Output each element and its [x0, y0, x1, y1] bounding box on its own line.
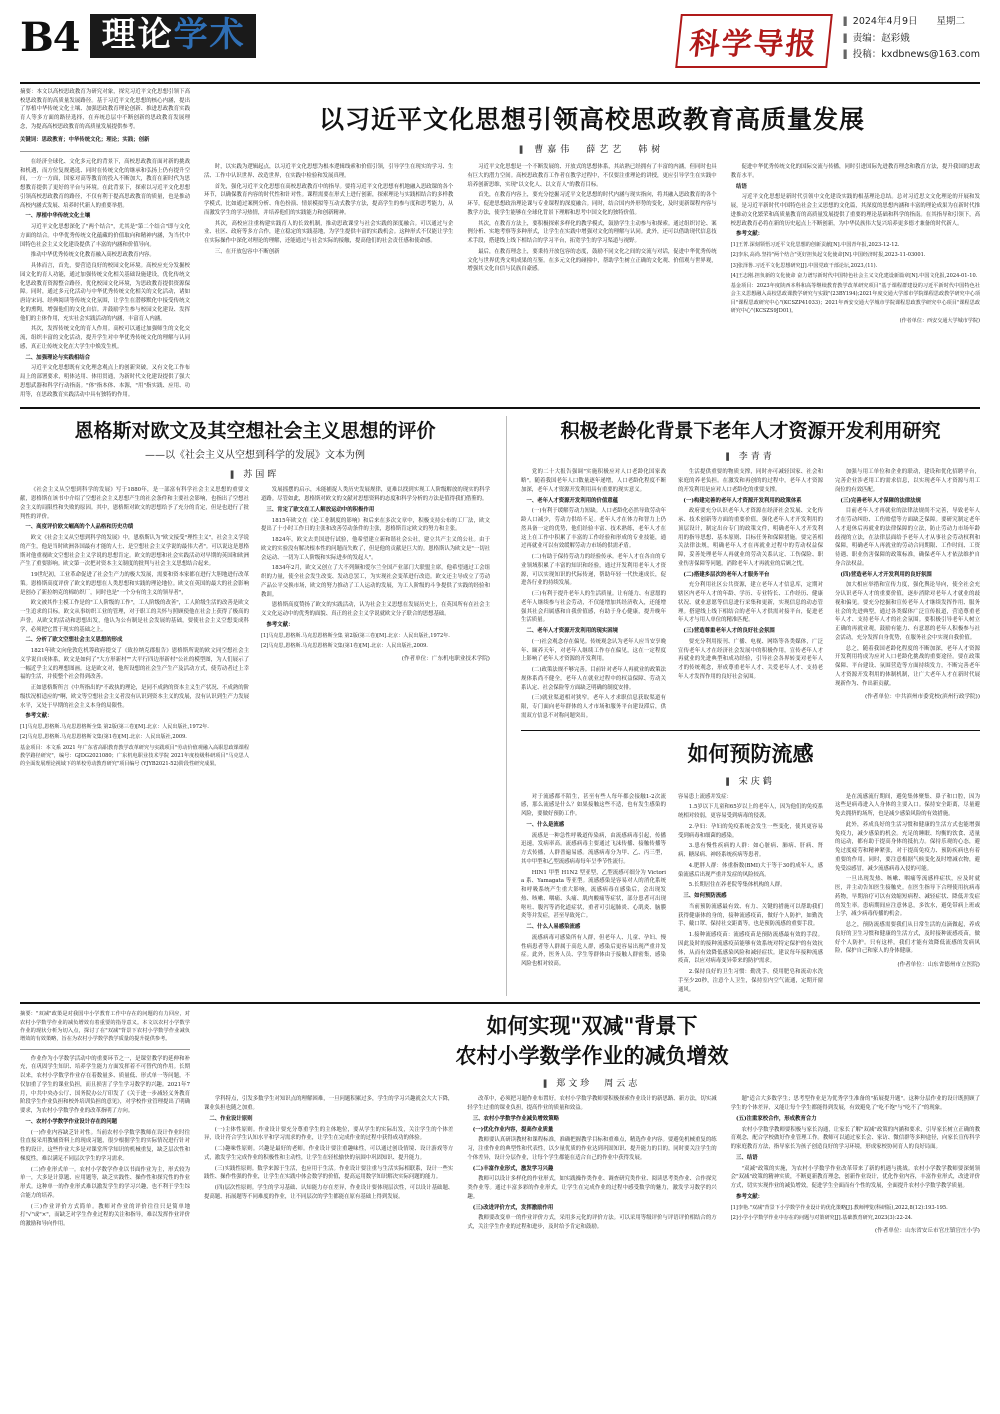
lead-c2-p3: 三、在开放包容中不断创新	[214, 248, 280, 255]
aging-col-3	[835, 468, 980, 722]
engels-c1-p6: 1821年欧文向伦敦危机筹政府提交了《致拉纳克郡报告》恩格斯所说的欧文同空想社会主义学说自成体系，欧文是如何了"大方形新村""大平行四边形新村"公社的模型图，为人们展示了一幅近乎主义的理想图画。这是欧文对，他所设想的社会生产生产及活动方式，使劳动者过上幸福的生活，并使整个社会得到改善。	[20, 648, 249, 681]
aging-flu-divider	[521, 730, 980, 731]
aging-c1-p2: (一)有利于缓解劳动力短缺。人口老龄化必然导致劳动年龄人口减少，劳动力供给不足。老年人才在体力和智力上仍然具备一定的优势，他们经验丰富、技术熟练，老年人才在这上在工作中积累了丰富的工作经验和形成的专业技能，通过再就业可以有效缓解劳动力市场的供需矛盾。	[521, 508, 666, 550]
lead-c3-p3: 最后，在教育理念上，要秉持开放包容的态度，鼓励不同文化之间的交流与对话，促进中华优秀传统文化与世界优秀文明成果的互鉴。在多元文化的碰撞中，帮助学生树立正确的文化观、价值观与世界观，增强其文化自信与民族自豪感。	[467, 248, 717, 273]
sj-c3-h4: (二)丰富作业形式，激发学习兴趣	[472, 1165, 554, 1172]
sj-title-line1: 如何实现"双减"背景下	[486, 1013, 698, 1039]
flu-c1-p3: HIN1 甲型 H1N2 型亚型，乙型流感可细分为 Victoria 系、Yamagata 等亚型。流感感染是容易对人的消化系统和呼吸系统产生重大影响，流感病毒在感染后，会出现发热、咳嗽、咽痛、头痛、肌肉酸痛等症状，部分患者可出现呕吐、腹泻等消化道症状，重者可引起肺炎、心肌炎、脑膜炎等并发症，甚至导致死亡。	[521, 869, 666, 920]
lead-c3-h5: 结语	[736, 183, 747, 190]
section-char-1: 论	[137, 15, 172, 55]
engels-author: ▌ 苏国晖	[20, 467, 490, 480]
aging-c3-h3: (四)营造老年人才开发利用的良好氛围	[840, 571, 932, 578]
flu-col-2	[678, 793, 823, 997]
editor-credit: ▌ 责编：赵彩娥	[844, 31, 980, 48]
issue-date: ▌ 2024年4月9日 星期二	[844, 14, 980, 31]
aging-c3-p4: 加大相应举措和宣传力度，强化舆论导向，使全社会充分认识老年人才的重要价值，逐步消除对老年人才就业的歧视和偏见。要充分挖掘和宣传老年人才继续发挥作用、服务社会的先进典型，通过各类媒体广泛宣传报道，营造尊重老年人才、支持老年人才的社会氛围。要积极引导老年人树立正确的再就业观，鼓励有能力、有意愿的老年人积极参与社会活动，充分发挥自身优势，在服务社会中实现自我价值。	[835, 582, 980, 641]
flu-c1-h1: 一、什么是流感	[526, 821, 565, 828]
flu-c3-p2: 一旦出现发热、咳嗽、咽痛等流感样症状，应及时就医，并主动告知医生接触史。在医生指导下合理使用抗病毒药物，早期治疗可以有效缩短病程、减轻症状、降低并发症的发生率。患病期间应注意休息，多饮水，避免带病上班或上学，减少病毒传播的机会。	[835, 876, 980, 918]
engels-c2-p4: 1834年2月，欧文又创立了大不列颠和爱尔兰全国产业部门大联盟主席，他希望通过工会组织的力量，使全社会发生改变、发动总罢工，为实现社会变革进行改造。欧文还主导成立了劳动产品公平交换市场，欧文的努力推动了工人运动的发展，为工人阶级的斗争提供了实践的经验和教训。	[261, 565, 490, 598]
engels-affiliation: (作者单位：广东机电职业技术学院)	[401, 656, 490, 663]
lead-c1-p3: 推动中华优秀传统文化教育融入高校思政教育内容。	[30, 252, 155, 259]
engels-c2-ref0: [1]马克思,恩格斯.马克思恩格斯全集 第2版(第三卷)[M].北京：人民出版社,1972年.	[261, 632, 450, 639]
sj-c4-h3: 三、结语	[736, 1154, 758, 1161]
paper-name: 科学导报	[675, 14, 833, 68]
flu-c2-p3: 3.患有慢性疾病的人群：如心脏病、肺病、肝病、肾病、糖尿病、神经系统疾病等患者。	[678, 843, 823, 859]
flu-affiliation: (作者单位：山东省德州市立医院)	[897, 962, 980, 969]
engels-subtitle: ——以《社会主义从空想到科学的发展》文本为例	[145, 450, 365, 462]
aging-c1-p6: (一)社会观念存在偏见。传统观念认为老年人应当安享晚年、颐养天年，对老年人继续工作存在偏见，这在一定程度上影响了老年人才资源的开发利用。	[521, 638, 666, 663]
engels-c1-h1: 一、高度评价欧文崛高的个人品格和历史功绩	[25, 524, 134, 531]
aging-c1-p3: (二)有助于保持劳动力的经验传承。老年人才在各自的专业领域积累了丰富的知识和经验，通过开发利用老年人才资源，可以实现知识的代际传递，帮助年轻一代快速成长，促进各行业的持续发展。	[521, 554, 666, 587]
row-two-bottom-rule	[20, 1002, 980, 1004]
lead-c1-p4: 具体而言，首先，要营造良好的校园文化环境。高校应充分发掘校园文化的育人功能，通过加强传统文化相关基础设施建设，优化传统文化思政教育资源整合路径，优化校园文化环境，为思政教育提供资源保障。同时，通过多元化活动与中华优秀传统文化相关的文化活动，诸如唐诗宋词、经典阅读等传统文化氛围，让学生在潜移默化中接受传统文化的熏陶，增强他们的文化自信。并鼓励学生参与校园文化建设、发挥他们的主体作用，充实社会实践活动的内涵，丰富育人内涵。	[20, 263, 190, 322]
engels-c2-p2: 1815年欧文在《论工业制度的影响》和后来在多次文章中，积极支持公布的工厂法，欧文提出了十小时工作日的主张和改善劳动条件的主张，恩格斯肯定欧文的努力和主张。	[261, 517, 490, 533]
engels-c2-p5: 恩格斯高度赞扬了欧文的实践活动，认为社会主义思想在发展历史上，在英国所有在社会主义文化运动中的优秀的面貌、真正的社会主义学说就欧文分子联合的思想基础。	[261, 602, 490, 618]
aging-col-1	[521, 468, 666, 722]
engels-c1-p7: 正如恩格斯所言《中所指出的"不政执的理论，是同不成熟的资本主义生产状况、不成熟的阶级状况相适应的"啊，欧文等空想社会主义者没有认识到资本主义的发展，没有认识到生产力发展水平，又处于早期的社会主义本身的局限性。	[20, 685, 249, 709]
lead-ref-1: [2]李东,高尚.坚持"两个结合"更好担负起文化使命[N].中国经济时报,2023-11-03001.	[730, 252, 926, 259]
flu-c3-p0: 是在流感流行期间，避免集体聚集、鼻子和口腔，因为这些是病毒进入人身体的主要入口。保持安全距离，尽量避免去拥挤的场所，也是减少感染风险的有效措施。	[835, 793, 980, 818]
lead-c2-p2: 其次，高校应注重构建实践育人的长效机制，推动思政课堂与社会实践的深度融合。可以通过与企业、社区、政府等多方合作，建立稳定的实践基地，为学生提供丰富的实践机会。这种形式不仅能让学生在实际操作中深化对理论的理解，还能通过与社会实际的接触，提高他们的社会责任感和使命感。	[204, 220, 454, 244]
engels-c1-ref0: [1]马克思,恩格斯.马克思恩格斯全集 第2版(第三卷)[M].北京：人民出版社,1972年.	[20, 724, 209, 731]
masthead	[20, 14, 980, 76]
sj-c1-p0: 作业作为小学数学活动中的重要环节之一，是课堂教学的延伸和补充，在巩固学生知识、培养学生能力方面发挥着不可替代的作用。长期以来，农村小学数学作业存在着数量多、质量低、形式单一等问题，不仅加重了学生的课业负担，而且损害了学生学习数学的兴趣。2021年7月，中共中央办公厅、国务院办公厅印发了《关于进一步减轻义务教育阶段学生作业负担和校外培训负担的意见》，对学校作业管理提出了明确要求，为农村小学数学作业的改革指明了方向。	[20, 1055, 190, 1115]
flu-c1-p2: 流感是一种急性呼吸道传染病，由流感病毒引起，传播迅速，发病率高。流感病毒主要通过飞沫传播、接触传播等方式传播，人群普遍易感。流感病毒分为甲、乙、丙三型，其中甲型和乙型流感病毒每年呈季节性流行。	[521, 832, 666, 865]
sj-c2-p5: (四)层次性原则。学生的学习基础、认知能力存在差异，作业设计要体现层次性，可以设计基础题、提高题、拓展题等不同难度的作业，让不同层次的学生都能在原有基础上得到发展。	[204, 1185, 454, 1200]
flu-c1-p0: 对于流感都不陌生，甚至有些人每年都会接触1-2次流感，那么流感是什么？如果接触这些不适，也有发生感染的风险，要做好预防工作。	[521, 793, 666, 818]
lead-c3-p4: 促进中华优秀传统文化的国际交流与传播，同时引进国际先进教育理念和教育方法，提升我国的思政教育水平。	[730, 164, 980, 179]
aging-c1-p8: (三)就业渠道相对狭窄。老年人才求职信息获取渠道有限，专门面向老年群体的人才市场和服务平台建设滞后，供需双方信息不对称问题突出。	[521, 695, 666, 719]
masthead-meta	[844, 14, 980, 64]
flu-c2-p5: 5.长期居住在养老院等集体机构的人群。	[688, 882, 786, 889]
lead-affiliation: (作者单位：西安交通大学城市学院)	[899, 318, 980, 324]
engels-col-1	[20, 486, 249, 770]
aging-c2-p4: 充分利用社区公共资源，建立老年人才信息库，定期对辖区内老年人才的年龄、学历、专业特长、工作经历、健康状况、就业意愿等信息进行采集和更新，实现信息的动态管理。搭建线上线下相结合的老年人才供需对接平台，促进老年人才与用人单位的精准匹配。	[678, 582, 823, 624]
lead-c2-p1: 首先，强化习近平文化思想在高校思政教育中的指导。要将习近平文化思想有机地融入思政课的各个环节，以确保教育内容的时代性和针对性。课程需要在形式上进行创新，探索理论与实践相结合的多样教学模式，比如通过案例分析、角色扮演、情景模拟等互动式教学方法，提高学生的参与度和思考能力，从而激发学生的学习热情，并培养他们的实践能力和创新精神。	[204, 183, 454, 216]
aging-c1-p7: (二)政策法规不够完善。目前针对老年人再就业的政策法规体系尚不健全，老年人在就业过程中的权益保障、劳动关系认定、社会保险等方面缺乏明确的制度安排。	[521, 667, 666, 691]
lead-c3-p0: 习近平文化思想是一个不断发展的、开放式的思想体系，其站熟已经拥有了丰富的内涵，但同时也具有巨大的潜力空间。高校思政教育工作者在教学过程中，不仅要注重理论的讲授，更应引导学生在实践中培养创新思维，实现"以文化人、以文育人"的教育目标。	[467, 164, 717, 188]
article-shuangjian	[20, 1010, 980, 1234]
section-char-0: 理	[101, 15, 136, 55]
shuangjian-abstract-col	[20, 1010, 190, 1234]
aging-c2-p0: 生活提供重要的物质支撑，同时亦可减轻国家、社会和家庭的养老负担。在激发和再创的的过程中，老年人才资源的开发利用是应对人口老龄化的重要支撑。	[678, 469, 823, 493]
lead-c1-p5: 其次，发挥传统文化的育人作用。高校可以通过加强师生的文化交流，组织丰富的文化活动，提升学生对中华优秀传统文化的理解与认同感，真正让传统文化在大学生中焕发生机。	[20, 326, 190, 350]
lead-abstract-col	[20, 88, 190, 401]
sj-c2-p3: (二)趣味性原则。兴趣是最好的老师。作业设计要注重趣味性，可以通过创设情境、设计游戏等方式，激发学生完成作业的积极性和主动性，让学生在轻松愉快的氛围中巩固知识、提升能力。	[204, 1146, 454, 1161]
sj-col-4	[731, 1095, 980, 1234]
masthead-left	[20, 14, 256, 61]
sj-affiliation: (作者单位：山东省安丘市官庄镇官庄小学)	[874, 1228, 980, 1235]
sj-c2-p4: (三)实践性原则。数学来源于生活，也应用于生活。作业设计要注重与生活实际相联系，设计一些实践性、操作性强的作业，让学生在实践中体会数学的价值，提高运用数学知识解决实际问题的能力。	[204, 1165, 454, 1181]
section-band	[90, 14, 256, 58]
engels-c2-ref1: [2]马克思,恩格斯.马克思恩格斯文集(第1卷)[M].北京：人民出版社,2009.	[261, 642, 428, 649]
flu-c2-p4: 4.肥胖人群：体重指数(BMI)大于等于30的成年人，感染流感后出现严重并发症的风险较高。	[678, 862, 823, 878]
sj-ref-1: [2]小学小学数学作业中存在的问题与对策研究[J].基础教育研究,2023(3):22-24.	[730, 1214, 913, 1221]
sj-c4-refs: 参考文献：	[736, 1193, 764, 1200]
aging-c1-h1: 一、老年人才资源开发利用的价值意蕴	[526, 497, 619, 504]
shuangjian-main-col	[204, 1010, 980, 1234]
sj-c2-h1: 二、作业设计原则	[209, 1115, 253, 1122]
masthead-rule	[20, 82, 980, 84]
lead-c1-p2: 习近平文化思想深化了"两个结合"，尤其是"第二个结合"即与文化方面的结合。中华优秀传统文化蕴藏的价值取向和精神内涵，为当代中国特色社会主义文化建设提供了丰富的内涵和价值导向。	[20, 224, 190, 248]
sj-col-2	[204, 1095, 453, 1234]
shuangjian-abstract: 摘要："双减"政策是对我国中小学教育工作中存在的问题的有力回应，对农村小学数学作业的减负增效有着重要的指导意义。本文以农村小学数学作业的现状分析为切入点，探讨了在"双减"背景下农村小学数学作业减负增效的有效策略，旨在为农村小学数学教学质量的提升提供参考。	[20, 1011, 190, 1043]
flu-c2-h6: 三、如何预防流感	[683, 893, 727, 900]
engels-c2-h6: 参考文献：	[266, 621, 294, 628]
sj-c1-p3: (二)作业形式单一。农村小学数学作业以书面作业为主，形式较为单一，大多是计算题、应用题等，缺乏实践性、操作性和探究性的作业形式。这种单一的作业形式难以激发学生的学习兴趣，也不利于学生综合能力的培养。	[20, 1166, 190, 1199]
engels-c1-p3: 19世纪初，工业革命促进了社会生产力的极大发展，需要和资本家都在进行大胆地进行改革策。恩格斯高度评价了欧文的思想在人类思想和实践的理论地位。欧文在英国的最大的社会影响是创办了新拉纳克的棉纺织厂，同时也是"一个分有的主义的领导者"，	[20, 572, 249, 596]
sj-c4-p0: 题"适合大多数学生；思考型作业是为优秀学生准备的"拓展提升题"。这种分层作业的设计既照顾了学生的个体差异，又能让每个学生都能得到发展，有效避免了"吃不饱"与"吃不了"的现象。	[730, 1096, 980, 1112]
lead-title: 以习近平文化思想引领高校思政教育高质量发展	[318, 105, 865, 134]
lead-c1-h6: 二、加强理论与实践相结合	[25, 354, 91, 361]
sj-c2-p2: (一)主体性原则。作业设计要充分尊重学生的主体地位，要从学生的实际出发，关注学生的个体差异，设计符合学生认知水平和学习需求的作业，让学生在完成作业的过程中获得成功的体验。	[204, 1126, 454, 1142]
aging-col-2	[678, 468, 823, 722]
lead-c1-p0: 在经济全球化、文化多元化的背景下，高校思政教育面对新的挑战和机遇，而方位复规遇选、同时在传统文化的继承和弘扬上仍有提升空间，一方一方面，国家对高等教育的投入不断加大，教育在新时代为思想教育提供了更好的平台与环境。在此背景下，探索以习近平文化思想引领高校思政教育的路径，不仅有利于提高思政教育的质量，也是推动高校内涵式发展、培养时代新人的重要举措。	[20, 158, 190, 209]
engels-c2-p0: 发展摇摆的启示，未能捕捉人类历史发展规律，更难以找到实现工人阶级解放的现实的科学道路。尽管如此，恩格斯对欧文的文献对思想资料的态度和科学分析的方法是值得我们借鉴的。	[261, 487, 490, 503]
lead-c3-p2: 其次，在教育方法上，要积极探索多样化的教学模式，鼓励学生主动参与和探索。通过组织讨论、案例分析、实地考察等多种形式，让学生在实践中增强对文化的理解与认同。此外，还可以借助现代信息技术手段，搭建线上线下相结合的学习平台，拓宽学生的学习渠道与视野。	[467, 220, 717, 244]
article-aging	[521, 416, 980, 722]
engels-c1-p4: 欧文被其作主模工作是的"工人阶级的工作"，工人阶级的改善"，工人阶级生活的改善是欧文一生追求的目标。欧文从事纺织工业的管理，对于职工的关怀与照顾使他在社会上获得了极高的声誉。从欧文的活动和思想出发，他认为公有制是社会发展的基础，要使社会主义空想变成科学，必须把它置于现实的基础之上。	[20, 600, 249, 633]
flu-c2-p1: 1.5岁以下儿童和65岁以上的老年人，因为他们的免疫系统相对较弱，更容易受到病毒的侵袭。	[678, 804, 823, 820]
sj-c4-p4: "双减"政策的实施，为农村小学数学作业改革带来了新的机遇与挑战。农村小学数学教师要深刻领会"双减"政策的精神实质，不断更新教育理念，创新作业设计，优化作业内容，丰富作业形式，改进评价方式，切实实现作业的减负增效，促进学生全面而有个性的发展，全面提升农村小学数学教学质量。	[730, 1165, 980, 1190]
lead-c1-h1: 一、厚植中华传统文化土壤	[25, 213, 91, 220]
flu-c1-p5: 流感病毒可感染所有人群，但老年人、儿童、孕妇、慢性病患者等人群属于高危人群，感染后更容易出现严重并发症。此外，医务人员、学生等群体由于接触人群密集，感染风险也相对较高。	[521, 934, 666, 968]
lead-article	[20, 88, 980, 401]
lead-ref-2: [3]张泽鲁.习近平文化思想研究[J].中国党政干部论坛,2023,(11).	[730, 262, 878, 269]
flu-c2-p0: 容易患上流感并发症：	[678, 793, 732, 800]
aging-title: 积极老龄化背景下老年人才资源开发利用研究	[560, 420, 941, 443]
sj-c2-p0: 学科特点，引发多数学生对知识点的理解困难，一旦问题积累过多，学生的学习兴趣就会大大下降，课业负担也随之加重。	[204, 1096, 454, 1112]
sj-ref-0: [1]李艳."双减"背景下小学数学作业设计的优化策略[J].教师博览(科研版),2022,8(12):193-195.	[730, 1204, 948, 1211]
aging-c1-p0: 党的二十大报告强调"实施积极应对人口老龄化国家战略"。随着我国老年人口数量逐年递增，人口老龄化程度不断加深，老年人才资源开发利用具有重要的现实意义。	[521, 469, 666, 493]
aging-c2-h5: (三)营造尊重老年人才的良好社会氛围	[683, 628, 775, 635]
section-char-2: 学	[173, 15, 208, 55]
masthead-right	[678, 14, 980, 68]
engels-c1-fund: 基金项目：本文系 2021 年广东省高职教育教学改革研究与实践项目"劳动价值观融入高职思政课课程教学路径研究"，编号：GJDG2021080；广东机电职业技术学院 2021年度校级科研项目"马克思人的全面发展理论视域下的革校劳动教育研究"项目编号 (YJYB2021-52)阶段性研究成果。	[20, 744, 249, 768]
row-two	[20, 416, 980, 996]
sj-c3-p7: 教师要改变单一的作业评价方式，采用多元化的评价方法。可以采用等级评价与评语评价相结合的方式，关注学生作业的过程和进步，及时给予肯定和鼓励。	[467, 1215, 717, 1231]
sj-c4-h1: (五)注重家校合作，形成教育合力	[736, 1115, 817, 1122]
aging-c1-p4: (三)有利于提升老年人的生活质量。让有能力、有意愿的老年人继续参与社会劳动，不仅能增加其经济收入，还能增强其社会归属感和自我价值感，有助于身心健康，提升晚年生活质量。	[521, 591, 666, 624]
sj-c1-h1: 一、农村小学数学作业设计存在的问题	[25, 1118, 118, 1125]
flu-c2-p2: 2.孕妇：孕妇的免疫系统会发生一些变化，使其更容易受到病毒和细菌的感染。	[678, 823, 823, 839]
aging-c2-h3: (二)搭建多层次的老年人才服务平台	[683, 571, 770, 578]
aging-c1-h5: 二、老年人才资源开发利用的现实困境	[526, 628, 619, 635]
sj-c3-p5: 教师可以设计多样化的作业形式，如实践操作类作业、调查研究类作业、阅读思考类作业、合作探究类作业等。通过丰富多彩的作业形式，让学生在完成作业的过程中感受数学的魅力，激发学习数学的兴趣。	[467, 1176, 717, 1200]
right-half-col	[506, 416, 980, 996]
lead-c3-p6: 习近平文化思想是新时代引领中文化建设实践的根基理论总结。总对习近思文文化理论的开展和发展，是习近平新时代中国特色社会主义思想的文化篇，其深度的思想内涵和丰富的理论成果为在新时代推进推动文化繁荣和高质量教育的高质量发展提供了重要的理论基础和科学的指南。在其指导和引领下，高校思政教育必将在新的历史起点上不断创新，为中华民族伟大复兴培养更多德才兼备的时代新人。	[730, 194, 980, 227]
article-flu	[521, 738, 980, 997]
flu-c2-p9: 2.保持良好的卫生习惯：勤洗手，使用肥皂和流动水洗手至少20秒，注意个人卫生，保持室内空气流通，定期开窗通风。	[678, 969, 823, 993]
lead-ref-3: [4]王志刚.担负新的文化使命 奋力谱写新时代中国特色社会主义文化建设新篇章[N].中国文化报,2024-01-10.	[730, 272, 978, 279]
engels-title: 恩格斯对欧文及其空想社会主义思想的评价	[74, 420, 436, 443]
section-char-3: 术	[209, 15, 244, 55]
sj-col-3	[467, 1095, 716, 1234]
aging-c2-p6: 要充分利用报刊、广播、电视、网络等各类媒体，广泛宣传老年人才在经济社会发展中的积极作用，宣传老年人才再就业的先进典型和成功经验，引导社会各界转变对老年人才的传统观念，形成尊重老年人才、关爱老年人才、支持老年人才发挥作用的良好社会氛围。	[678, 638, 823, 680]
lead-bottom-rule	[20, 407, 980, 409]
lead-byline: ▌ 曹嘉伟 薛艺艺 韩树	[204, 142, 980, 155]
engels-c1-p0: 《社会主义从空想到科学的发展》写于1880年，是一部富有科学社会主义思想的重要文献，恩格斯在该书中介绍了空想社会主义思想产生的社会条件和主要社会影响，也指出了空想社会主义的局限性和失败的原因。其中，恩格斯对欧文的思想给予了充分的肯定，但是也进行了批判性的评价。	[20, 487, 249, 520]
article-engels	[20, 416, 490, 996]
submission-email: ▌ 投稿：kxdbnews@163.com	[844, 47, 980, 64]
aging-c3-p5: 总之，随着我国老龄化程度的不断加深，老年人才资源开发利用将成为应对人口老龄化挑战的重要途径。要在政策保障、平台建设、氛围营造等方面持续发力，不断完善老年人才资源开发利用的体制机制，让广大老年人才在新时代展现新作为、作出新贡献。	[835, 645, 980, 687]
engels-c1-ref1: [2]马克思,恩格斯.马克思恩格斯文集(第1卷)[M].北京：人民出版社,2009.	[20, 734, 187, 741]
flu-col-3	[835, 793, 980, 997]
lead-keywords: 关键词：思政教育；中华传统文化；理论；实践；创新	[20, 137, 150, 144]
engels-c1-h5: 二、分析了欧文空想社会主义思想的形成	[25, 637, 123, 644]
lead-col-4	[731, 163, 980, 327]
engels-c1-h8: 参考文献：	[25, 713, 53, 720]
engels-c1-p2: 欧文《社会主义从空想到科学的发展》中，恩格斯认为"欧文接受"理性主义"，社会主义学说的产生，他是当时欧洲各国最有才能的人士、是空想社会主义学说的最伟大者"。可以说这是恩格斯对他重视欧文空想社会主义学说的思想肯定。欧文的思想和社会实践活动对早期的英国和欧洲产生了重要影响。欧文第一次把对资本主义制度的批判与社会主义思想结合起来。	[20, 535, 249, 568]
sj-c3-h1: 三、农村小学数学作业减负增效策略	[472, 1115, 559, 1122]
aging-c3-p0: 加强与用工单位和企业的联动，建设和优化招聘平台，完善企业涉老用工的需求信息，以实现老年人才资源与用工岗位的有效匹配。	[835, 469, 980, 493]
flu-c2-p8: 1.接种流感疫苗：流感疫苗是预防流感最有效的手段。因此及时的接种流感疫苗能够有效系统对特定保护的有效抗体，从而有效降低感染风险和减轻症状。建议每年接种流感疫苗，以应对病毒变异带来的防护需求。	[678, 932, 823, 965]
sj-c3-h2: (一)优化作业内容，提高作业质量	[472, 1126, 554, 1133]
page-number: B4	[20, 14, 80, 61]
flu-title: 如何预防流感	[687, 740, 814, 766]
aging-c3-h1: (三)完善老年人才保障的法律法规	[840, 497, 921, 504]
sj-title-line2: 农村小学数学作业的减负增效	[455, 1043, 729, 1069]
lead-c1-p7: 习近平文化思想既有文化理念观点上的创新突破，又有文化工作布局上的部署要求，明体达用、体用贯通，为新时代文化建设提供了强大思想武器和科学行动指南。"体"指本体、本源，"用"指实践、应用、功用等，在思政教育实践活动中具有独特的作用。	[20, 365, 190, 398]
lead-abstract: 摘要：本文以高校思政教育为研究对象，探究习近平文化思想引领下高校思政教育的高质量发展路径。基于习近平文化思想的核心内涵，提出了厚植中华传统文化土壤、加强思政教育理论创新、推进思政教育实践育人等多方面的路径选择，在弃统总层中不断创新的思政教育发展理念，为提高高校思政教育的高质量发展提供参考。	[20, 89, 190, 130]
flu-c1-h4: 二、什么人易感染流感	[526, 924, 581, 931]
sj-c3-h6: (三)改进评价方式，发挥激励作用	[472, 1204, 554, 1211]
lead-refs-head: 参考文献：	[736, 231, 764, 238]
engels-c2-p3: 1824年，欧文去美国进行试验，他希望建立新和谐社会公社，建立共产主义的公社。由于欧文的实验没有解决根本性的问题而失败了，但是他的贡献是巨大的。恩格斯认为欧文是"一切社会运动、一切为工人阶级和实际进步的发起人"。	[261, 537, 490, 561]
engels-col-2	[261, 486, 490, 770]
sj-authors: ▌ 郑文珍 周云志	[204, 1076, 980, 1089]
lead-fund: 基金项目：2023年度陕西本科和高等继续教育教学改革研究项目"基于课程群建设的习近平新时代中国特色社会主义思想融入高校思政课教学研究与实践"(23BY194);2021年度交通大学部市学院课程思政教学研究中心项目"课程思政研究中心"(KCSZP41033)；2021年西安交通大学城市学院课程思政教学研究中心项目"课程思政研究中心"(KCSZS9JD01)。	[730, 283, 980, 314]
aging-c3-p2: 目前老年人才再就业的法律法规尚不完善，导致老年人才在劳动纠纷、工伤赔偿等方面缺乏保障。要研究制定老年人才退休后再就业的法律保障的立法，防止劳动力市场年龄歧视的立法，在法律层面给予老年人才从事社会劳动权利和保障，明确老年人再就业的劳动合同期限、工作时间、工资待遇、职业伤害保障的政策标准，确保老年人才依法维护自身合法权益。	[835, 508, 980, 567]
flu-author: ▌ 宋庆鹤	[521, 774, 980, 787]
sj-c1-p2: (一)作业内容缺乏针对性。当前农村小学数学教师在设计作业时往往直接采用教辅资料上的现成习题，很少根据学生的实际情况进行针对性的设计。这些作业大多是对课堂所学知识的机械重复，缺乏层次性和梯度性，难以满足不同层次学生的学习需求。	[20, 1129, 190, 1162]
flu-c2-p7: 当前预防流感最有效、有力、关键的措施可以帮助我们获得健康体的身的，接种流感疫苗，做好个人防护，如勤洗手、戴口罩、保持社交距离等，也是预防流感的重要手段。	[678, 903, 823, 928]
lead-main-col	[204, 88, 980, 401]
aging-author: ▌ 李青青	[521, 449, 980, 462]
flu-c3-p3: 总之，预防流感需要我们从日常生活的点滴做起，养成良好的卫生习惯和健康的生活方式，及时接种流感疫苗，做好个人防护。只有这样，我们才能有效降低流感的发病风险，保护自己和家人的身体健康。	[835, 922, 980, 955]
lead-col-2	[204, 163, 453, 327]
lead-ref-0: [1]王菁.深刻领悟习近平文化思想的创新贡献[N].中国青年报,2023-12-12.	[730, 242, 900, 248]
aging-c2-p2: 政府要充分认识老年人才资源在经济社会发展、文化传承、技术创新等方面的重要价值，强化老年人才开发利用的顶层设计，制定出台专门的政策文件，明确老年人才开发利用的指导思想、基本原则、目标任务和保障措施。要完善相关法律法规，明确老年人才在再就业过程中的劳动权益保障，妥善处理老年人再就业的劳动关系认定、工伤保险、职业伤害保障等问题，消除老年人才再就业的后顾之忧。	[678, 508, 823, 567]
engels-c2-h1: 三、肯定了欧文在工人解放运动中的积极作用	[266, 506, 375, 513]
lead-col-3	[467, 163, 716, 327]
flu-col-1	[521, 793, 666, 997]
lead-c2-p0: 时，以实践为逻辑起点，以习近平文化思想为根本逻辑线索和价值引领，引导学生在现实的学习、生活、工作中认识世界、改造世界，在实践中检验和发展真理。	[204, 164, 454, 179]
aging-c2-h1: (一)构建完善的老年人才资源开发利用的政策体系	[683, 497, 802, 504]
flu-c3-p1: 此外，养成良好的生活习惯和健康的生活方式也能增强免疫力，减少感染的机会。充足的睡眠、均衡的饮食、适量的运动，都有助于提高身体的抵抗力。保持乐观的心态，避免过度疲劳和精神紧张，对于提高免疫力、预防疾病也有着重要的作用。同时，要注意根据气候变化及时增减衣物，避免受凉感冒，减少流感病毒入侵的可能。	[835, 821, 980, 872]
sj-c3-p3: 教师要认真研读教材和课程标准，准确把握教学目标和重难点，精选作业内容。要避免机械重复的练习，注重作业的典型性和代表性，以少量优质的作业达到巩固知识、提升能力的目的。同时要关注学生的个体差异，设计分层作业，让每个学生都能在适合自己的作业中获得发展。	[467, 1137, 717, 1161]
aging-affiliation: (作者单位：中共滨州市委党校(滨州行政学院))	[864, 694, 980, 701]
sj-c3-p0: 改革中，必须把习题作业布置好。农村小学数学教师要积极探索作业设计的新思路、新方法，切实减轻学生过重的课业负担，提高作业的质量和效益。	[467, 1096, 717, 1112]
sj-c4-p2: 农村小学数学教师要积极与家长沟通，让家长了解"双减"政策的内涵和要求，引导家长树立正确的教育观念，配合学校做好作业管理工作。教师可以通过家长会、家访、微信群等多种途径，向家长宣传科学的家庭教育方法，指导家长为孩子创造良好的学习环境，形成家校协同育人的良好局面。	[730, 1126, 980, 1151]
sj-c1-p4: (三)作业评价方式简单。教师对作业的评价往往只是简单地打"√"或"×"，而缺乏对学生作业过程的关注和指导，难以发挥作业评价的激励和导向作用。	[20, 1203, 190, 1228]
lead-c3-p1: 首先，在教育内容上，要充分挖掘习近平文化思想的时代内涵与现实指向，将其融入思政教育的各个环节，促进思想政治理论课与专业课程的深度融合。同时，结合国内外形势的变化，及时更新课程内容与教学方法，使学生能够在全球化背景下理解和思考中国文化的独特价值。	[467, 192, 717, 216]
